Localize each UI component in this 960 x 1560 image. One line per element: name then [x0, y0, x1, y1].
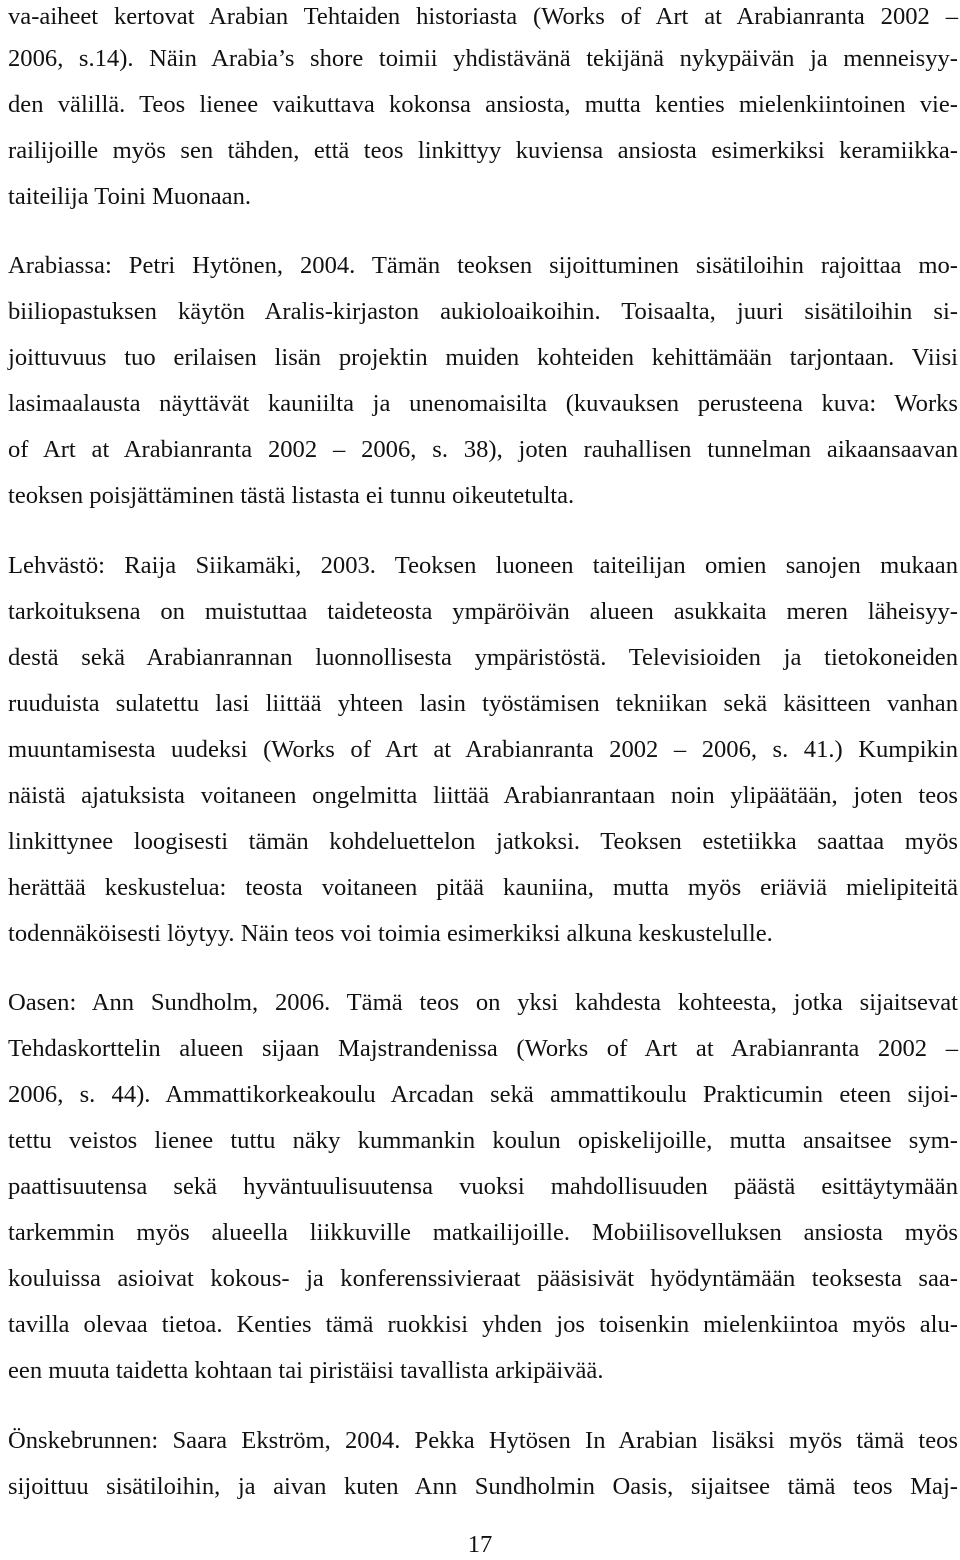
- paragraph-4-line-8: tavilla olevaa tietoa. Kenties tämä ruokkisi yhden jos toisenkin mielenkiintoa myös alu-: [8, 1311, 958, 1338]
- paragraph-1-line-1: va-aiheet kertovat Arabian Tehtaiden historiasta (Works of Art at Arabianranta 2002 –: [8, 3, 958, 30]
- paragraph-2-line-4: lasimaalausta näyttävät kauniilta ja unenomaisilta (kuvauksen perusteena kuva: Works: [8, 390, 958, 417]
- paragraph-1-line-4: railijoille myös sen tähden, että teos linkittyy kuviensa ansiosta esimerkiksi keramiikka-: [8, 137, 958, 164]
- paragraph-2-line-1: Arabiassa: Petri Hytönen, 2004. Tämän teoksen sijoittuminen sisätiloihin rajoittaa mo-: [8, 252, 958, 279]
- paragraph-4-line-3: 2006, s. 44). Ammattikorkeakoulu Arcadan sekä ammattikoulu Prakticumin eteen sijoi-: [8, 1081, 958, 1108]
- paragraph-1-line-5: taiteilija Toini Muonaan.: [8, 183, 252, 210]
- paragraph-5-line-2: sijoittuu sisätiloihin, ja aivan kuten Ann Sundholmin Oasis, sijaitsee tämä teos Maj-: [8, 1473, 958, 1500]
- paragraph-3-line-2: tarkoituksena on muistuttaa taideteosta ympäröivän alueen asukkaita meren läheisyy-: [8, 598, 958, 625]
- paragraph-3-line-3: destä sekä Arabianrannan luonnollisesta ympäristöstä. Televisioiden ja tietokoneiden: [8, 644, 958, 671]
- paragraph-2-line-6: teoksen poisjättäminen tästä listasta ei tunnu oikeutetulta.: [8, 482, 575, 509]
- paragraph-3-line-1: Lehvästö: Raija Siikamäki, 2003. Teoksen luoneen taiteilijan omien sanojen mukaan: [8, 552, 958, 579]
- paragraph-3-line-6: näistä ajatuksista voitaneen ongelmitta liittää Arabianrantaan noin ylipäätään, joten teos: [8, 782, 958, 809]
- paragraph-4-line-2: Tehdaskorttelin alueen sijaan Majstrandenissa (Works of Art at Arabianranta 2002 –: [8, 1035, 958, 1062]
- paragraph-4-line-9: een muuta taidetta kohtaan tai piristäisi tavallista arkipäivää.: [8, 1357, 604, 1384]
- page-number: 17: [467, 1531, 493, 1558]
- paragraph-4-line-6: tarkemmin myös alueella liikkuville matkailijoille. Mobiilisovelluksen ansiosta myös: [8, 1219, 958, 1246]
- paragraph-1-line-3: den välillä. Teos lienee vaikuttava kokonsa ansiosta, mutta kenties mielenkiintoinen vie-: [8, 91, 958, 118]
- paragraph-4-line-4: tettu veistos lienee tuttu näky kummankin koulun opiskelijoille, mutta ansaitsee sym-: [8, 1127, 958, 1154]
- paragraph-4-line-5: paattisuutensa sekä hyväntuulisuutensa vuoksi mahdollisuuden päästä esittäytymään: [8, 1173, 958, 1200]
- paragraph-2-line-3: joittuvuus tuo erilaisen lisän projektin muiden kohteiden kehittämään tarjontaan. Viisi: [8, 344, 958, 371]
- paragraph-1-line-2: 2006, s.14). Näin Arabia’s shore toimii yhdistävänä tekijänä nykypäivän ja menneisyy-: [8, 45, 958, 72]
- paragraph-5-line-1: Önskebrunnen: Saara Ekström, 2004. Pekka Hytösen In Arabian lisäksi myös tämä teos: [8, 1427, 958, 1454]
- paragraph-3-line-5: muuntamisesta uudeksi (Works of Art at Arabianranta 2002 – 2006, s. 41.) Kumpikin: [8, 736, 958, 763]
- paragraph-3-line-9: todennäköisesti löytyy. Näin teos voi toimia esimerkiksi alkuna keskustelulle.: [8, 920, 773, 947]
- paragraph-3-line-4: ruuduista sulatettu lasi liittää yhteen lasin työstämisen tekniikan sekä käsitteen vanhan: [8, 690, 958, 717]
- paragraph-2-line-2: biiliopastuksen käytön Aralis-kirjaston aukioloaikoihin. Toisaalta, juuri sisätiloihin si-: [8, 298, 958, 325]
- paragraph-4-line-7: kouluissa asioivat kokous- ja konferenssivieraat pääsisivät hyödyntämään teoksesta saa-: [8, 1265, 958, 1292]
- paragraph-3-line-7: linkittynee loogisesti tämän kohdeluettelon jatkoksi. Teoksen estetiikka saattaa myös: [8, 828, 958, 855]
- paragraph-3-line-8: herättää keskustelua: teosta voitaneen pitää kauniina, mutta myös eriäviä mielipiteitä: [8, 874, 958, 901]
- paragraph-4-line-1: Oasen: Ann Sundholm, 2006. Tämä teos on yksi kahdesta kohteesta, jotka sijaitsevat: [8, 989, 958, 1016]
- paragraph-2-line-5: of Art at Arabianranta 2002 – 2006, s. 38), joten rauhallisen tunnelman aikaansaavan: [8, 436, 958, 463]
